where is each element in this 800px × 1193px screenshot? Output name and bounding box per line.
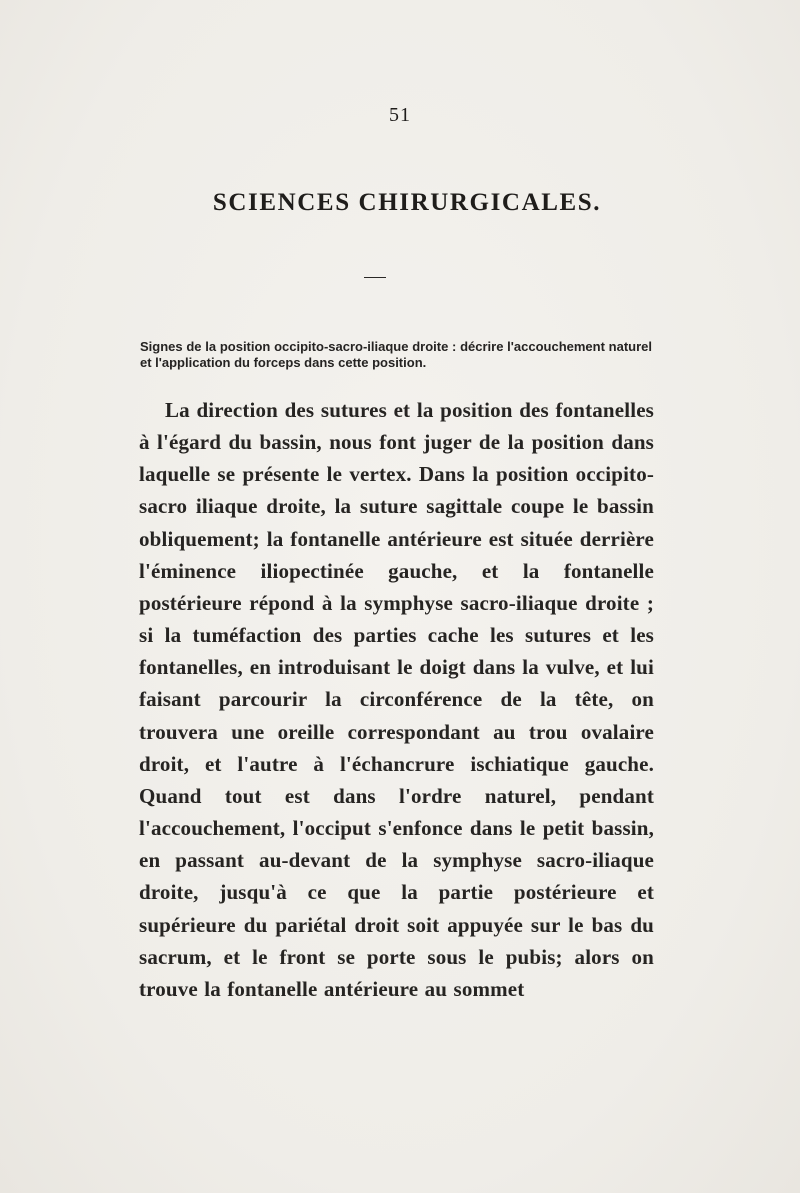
body-paragraph: La direction des sutures et la position des fontanelles à l'égard du bassin, nous font juger de la position dans laquelle se présente le vertex. Dans la position occipito-sacro iliaque droite, la suture sagittale coupe le bassin obliquement; la fontanelle antérieure est située derrière l'éminence iliopectinée gauche, et la fontanelle postérieure répond à la symphyse sacro-iliaque droite ; si la tuméfaction des parties cache les sutures et les fontanelles, en introduisant le doigt dans la vulve, et lui faisant parcourir la circonférence de la tête, on trouvera une oreille correspondant au trou ovalaire droit, et l'autre à l'échancrure ischiatique gauche. Quand tout est dans l'ordre naturel, pendant l'accouchement, l'occiput s'enfonce dans le petit bassin, en passant au-devant de la symphyse sacro-iliaque droite, jusqu'à ce que la partie postérieure et supérieure du pariétal droit soit appuyée sur le bas du sacrum, et le front se porte sous le pubis; alors on trouve la fontanelle antérieure au sommet xyxy=(139,398,654,1001)
separator-rule xyxy=(364,277,386,278)
page-number: 51 xyxy=(389,104,411,126)
section-title: SCIENCES CHIRURGICALES. xyxy=(212,189,602,216)
exam-question: Signes de la position occipito-sacro-iliaque droite : décrire l'accouchement naturel et l'application du forceps dans cette position. xyxy=(140,339,652,370)
